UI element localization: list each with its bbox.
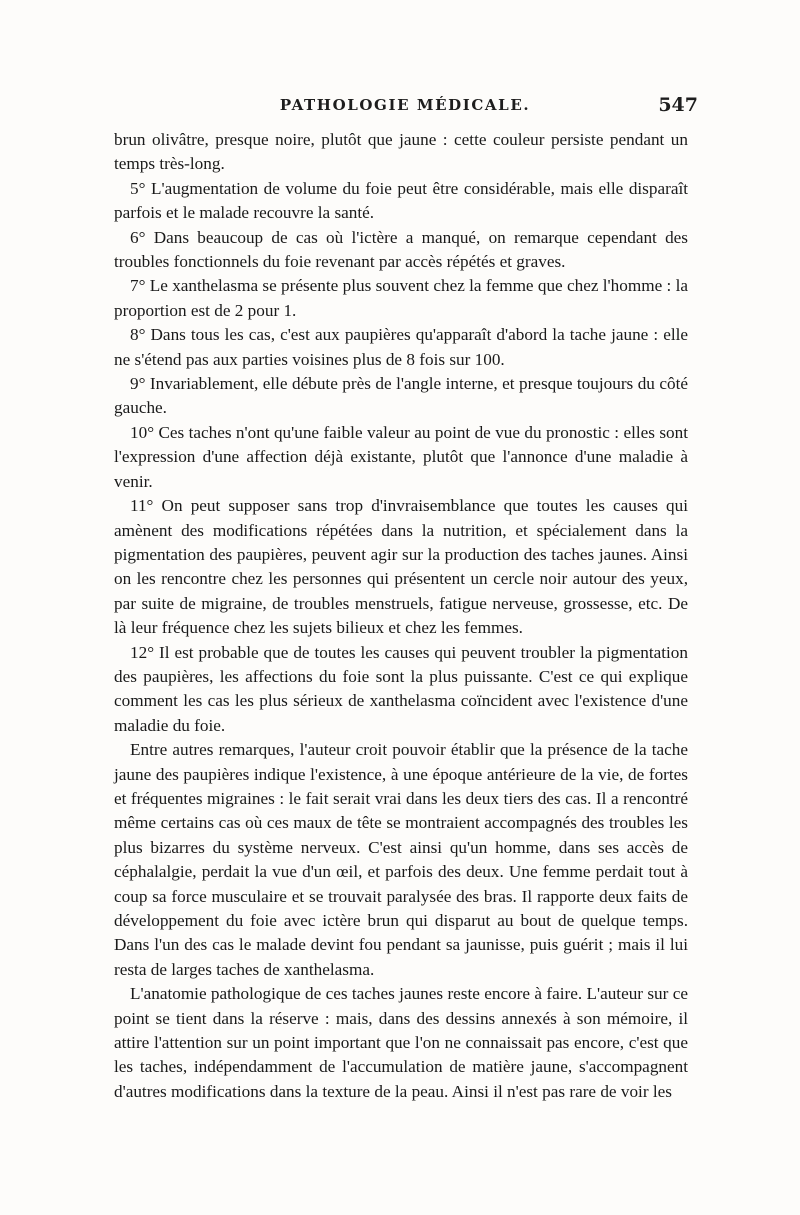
paragraph-item-6: 6° Dans beaucoup de cas où l'ictère a manqué, on remarque cependant des troubles fonctionnels du foie revenant par accès répétés et graves. — [114, 227, 688, 272]
paragraph-continuation: brun olivâtre, presque noire, plutôt que jaune : cette couleur persiste pendant un temps très-long. — [114, 130, 688, 174]
paragraph-item-11: 11° On peut supposer sans trop d'invraisemblance que toutes les causes qui amènent des modifications répétées dans la nutrition, et spécialement dans la pigmentation des paupières, peuvent agir sur la production des taches jaunes. Ainsi on les rencontre chez les personnes qui présentent un cercle noir autour des yeux, par suite de migraine, de troubles menstruels, fatigue nerveuse, grossesse, etc. De là leur fréquence chez les sujets bilieux et chez les femmes. — [114, 496, 688, 638]
paragraph-item-8: 8° Dans tous les cas, c'est aux paupières qu'apparaît d'abord la tache jaune : elle ne s'étend pas aux parties voisines plus de 8 fois sur 100. — [114, 325, 688, 369]
paragraph-item-5: 5° L'augmentation de volume du foie peut être considérable, mais elle disparaît parfois et le malade recouvre la santé. — [114, 178, 688, 223]
paragraph-item-12: 12° Il est probable que de toutes les causes qui peuvent troubler la pigmentation des paupières, les affections du foie sont la plus puissante. C'est ce qui explique comment les cas les plus sérieux de xanthelasma coïncident avec l'existence d'une maladie du foie. — [114, 642, 688, 735]
body-text — [114, 128, 688, 1104]
paragraph-item-10: 10° Ces taches n'ont qu'une faible valeur au point de vue du pronostic : elles sont l'expression d'une affection déjà existante, plutôt que l'annonce d'une maladie à venir. — [114, 422, 688, 491]
paragraph-item-7: 7° Le xanthelasma se présente plus souvent chez la femme que chez l'homme : la proportion est de 2 pour 1. — [114, 276, 688, 320]
running-title: PATHOLOGIE MÉDICALE. — [279, 96, 531, 114]
paragraph-item-9: 9° Invariablement, elle débute près de l'angle interne, et presque toujours du côté gauche. — [114, 374, 688, 418]
paragraph-anatomy: L'anatomie pathologique de ces taches jaunes reste encore à faire. L'auteur sur ce point se tient dans la réserve : mais, dans des dessins annexés à son mémoire, il attire l'attention sur un point important que l'on ne connaissait pas encore, c'est que les taches, indépendamment de l'accumulation de matière jaune, s'accompagnent d'autres modifications dans la texture de la peau. Ainsi il n'est pas rare de voir les — [114, 984, 688, 1101]
page-number: 547 — [658, 94, 698, 116]
paragraph-remarks: Entre autres remarques, l'auteur croit pouvoir établir que la présence de la tache jaune des paupières indique l'existence, à une époque antérieure de la vie, de fortes et fréquentes migraines : le fait serait vrai dans les deux tiers des cas. Il a rencontré même certains cas où ces maux de tête se montraient accompagnés des troubles les plus bizarres du système nerveux. C'est ainsi qu'un homme, dans ses accès de céphalalgie, perdait la vue d'un œil, et parfois des deux. Une femme perdait tout à coup sa force musculaire et se trouvait paralysée des bras. Il rapporte deux faits de développement du foie avec ictère brun qui disparut au bout de quelque temps. Dans l'un des cas le malade devint fou pendant sa jaunisse, puis guérit ; mais il lui resta de larges taches de xanthelasma. — [114, 740, 688, 979]
page-header — [112, 96, 698, 122]
